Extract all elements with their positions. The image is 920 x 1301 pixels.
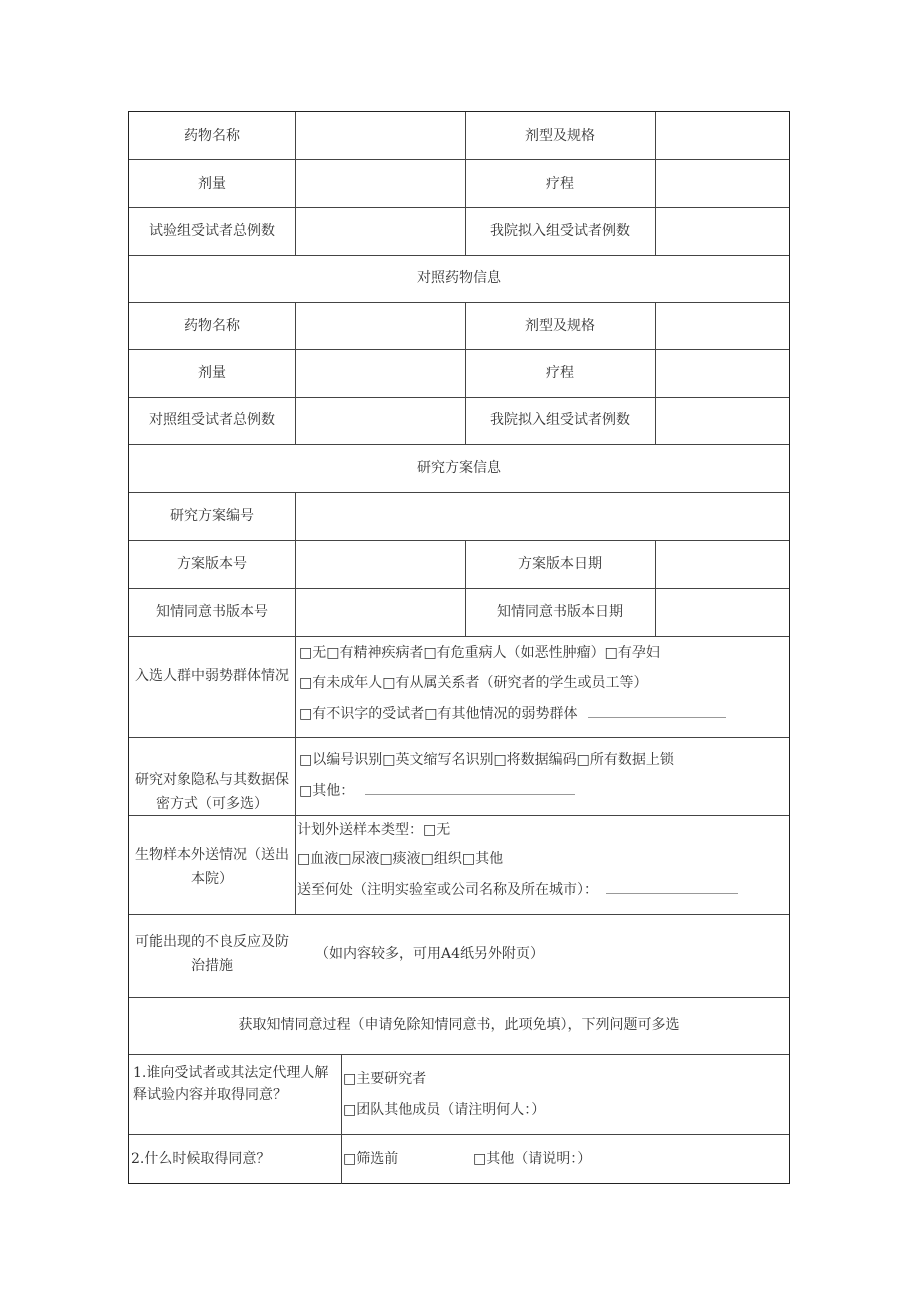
- biosample-label: 生物样本外送情况（送出本院）: [135, 847, 289, 887]
- vulnerable-options-line2: □有未成年人□有从属关系者（研究者的学生或员工等）: [299, 675, 648, 691]
- vulnerable-label: 入选人群中弱势群体情况: [135, 668, 289, 684]
- consent-q2-label: 2.什么时候取得同意？: [131, 1151, 271, 1167]
- privacy-options-line2-row: [299, 780, 575, 801]
- row-divider: [129, 492, 789, 493]
- col-divider: [295, 112, 296, 255]
- vulnerable-other-blank[interactable]: [588, 703, 726, 718]
- consent-q1-label: 1.谁向受试者或其法定代理人解释试验内容并取得同意？: [133, 1065, 329, 1103]
- drug-course-label: 疗程: [546, 176, 574, 192]
- icf-version-label: 知情同意书版本号: [156, 604, 268, 620]
- biosample-line3: 送至何处（注明实验室或公司名称及所在城市）：: [297, 882, 598, 898]
- control-section-title: 对照药物信息: [417, 270, 501, 286]
- col-divider: [295, 302, 296, 445]
- control-course-label: 疗程: [546, 365, 574, 381]
- adverse-note: （如内容较多，可用A4纸另外附页）: [315, 946, 545, 962]
- consent-section-title: 获取知情同意过程（申请免除知情同意书，此项免填），下列问题可多选: [238, 1017, 680, 1033]
- privacy-options-line2: □其他：: [299, 783, 355, 799]
- control-name-label: 药物名称: [184, 318, 240, 334]
- privacy-options-line1: □以编号识别□英文缩写名识别□将数据编码□所有数据上锁: [299, 752, 674, 768]
- consent-q1-option-pi[interactable]: □主要研究者: [343, 1071, 427, 1087]
- drug-spec-label: 剂型及规格: [525, 128, 595, 144]
- row-divider: [129, 302, 789, 303]
- row-divider: [129, 737, 789, 738]
- vulnerable-options-line1: □无□有精神疾病者□有危重病人（如恶性肿瘤）□有孕妇: [299, 645, 660, 661]
- privacy-label: 研究对象隐私与其数据保密方式（可多选）: [135, 772, 289, 812]
- control-hospital-cases-label: 我院拟入组受试者例数: [490, 412, 630, 428]
- biosample-line2: □血液□尿液□痰液□组织□其他: [297, 851, 504, 867]
- control-dose-label: 剂量: [198, 365, 226, 381]
- row-divider: [129, 349, 789, 350]
- col-divider: [655, 112, 656, 255]
- col-divider: [295, 492, 296, 915]
- row-divider: [129, 540, 789, 541]
- control-spec-label: 剂型及规格: [525, 318, 595, 334]
- col-divider: [655, 540, 656, 637]
- protocol-version-label: 方案版本号: [177, 556, 247, 572]
- row-divider: [129, 997, 789, 998]
- row-divider: [129, 914, 789, 915]
- consent-q2-option-before-screening[interactable]: □筛选前: [343, 1151, 399, 1167]
- protocol-section-title: 研究方案信息: [417, 460, 501, 476]
- row-divider: [129, 255, 789, 256]
- protocol-version-date-label: 方案版本日期: [518, 556, 602, 572]
- row-divider: [129, 636, 789, 637]
- drug-dose-label: 剂量: [198, 176, 226, 192]
- row-divider: [129, 207, 789, 208]
- col-divider: [655, 302, 656, 445]
- icf-date-label: 知情同意书版本日期: [497, 604, 623, 620]
- row-divider: [129, 444, 789, 445]
- row-divider: [129, 1134, 789, 1135]
- col-divider: [341, 1054, 342, 1184]
- vulnerable-options-line3-row: [299, 703, 726, 724]
- ethics-review-form-table: [128, 111, 790, 1184]
- row-divider: [129, 1054, 789, 1055]
- biosample-line1: 计划外送样本类型：□无: [297, 822, 451, 838]
- vulnerable-options-line3: □有不识字的受试者□有其他情况的弱势群体: [299, 706, 578, 722]
- consent-q1-option-team[interactable]: □团队其他成员（请注明何人：）: [343, 1102, 546, 1118]
- adverse-label: 可能出现的不良反应及防治措施: [135, 934, 289, 974]
- row-divider: [129, 159, 789, 160]
- trial-hospital-cases-label: 我院拟入组受试者例数: [490, 223, 630, 239]
- consent-q2-option-other[interactable]: □其他（请说明：）: [473, 1151, 592, 1167]
- row-divider: [129, 397, 789, 398]
- row-divider: [129, 588, 789, 589]
- biosample-destination-blank[interactable]: [606, 879, 738, 894]
- control-total-cases-label: 对照组受试者总例数: [149, 412, 275, 428]
- privacy-other-blank[interactable]: [365, 780, 575, 795]
- drug-name-label: 药物名称: [184, 128, 240, 144]
- protocol-number-label: 研究方案编号: [170, 508, 254, 524]
- trial-total-cases-label: 试验组受试者总例数: [149, 223, 275, 239]
- biosample-line3-row: [297, 879, 738, 900]
